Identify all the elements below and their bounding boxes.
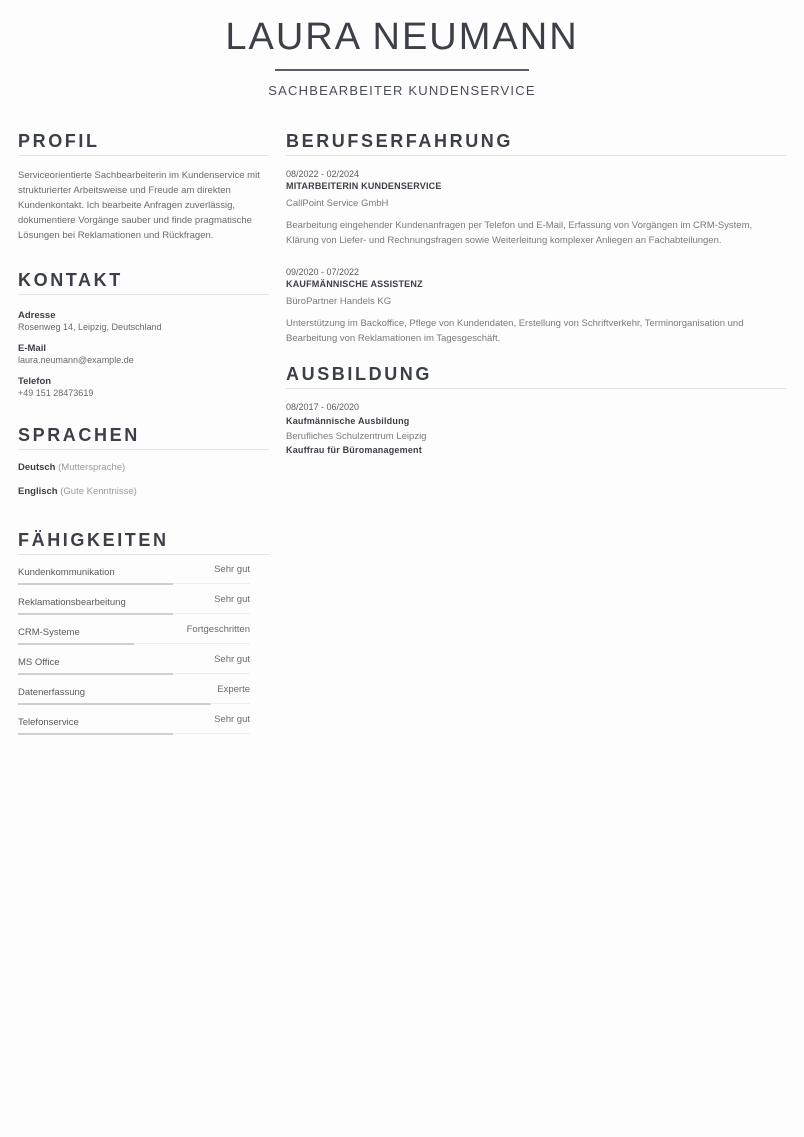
profile-section: [18, 130, 269, 243]
skills-heading: FÄHIGKEITEN: [18, 529, 269, 555]
language-level: (Gute Kenntnisse): [60, 486, 137, 497]
skill-row: [18, 615, 269, 645]
phone-label: Telefon: [18, 376, 52, 387]
skill-name: MS Office: [18, 657, 60, 668]
header-divider: [275, 69, 529, 71]
language-item: [18, 486, 269, 498]
email-label: E-Mail: [18, 343, 46, 354]
skill-level: Sehr gut: [214, 564, 250, 575]
address-label: Adresse: [18, 310, 56, 321]
job-company: CallPoint Service GmbH: [286, 198, 389, 209]
language-item: [18, 462, 269, 474]
skill-row: [18, 645, 269, 675]
skills-list: [18, 555, 269, 735]
contact-phone: [18, 376, 269, 399]
skill-name: Kundenkommunikation: [18, 567, 115, 578]
job-role: KAUFMÄNNISCHE ASSISTENZ: [286, 279, 423, 289]
job-company: BüroPartner Handels KG: [286, 296, 392, 307]
skill-level: Sehr gut: [214, 594, 250, 605]
profile-heading: PROFIL: [18, 130, 269, 156]
education-date: 08/2017 - 06/2020: [286, 402, 360, 412]
header: [0, 0, 804, 98]
languages-section: [18, 424, 269, 498]
job-title: SACHBEARBEITER KUNDENSERVICE: [268, 83, 536, 98]
job-date: 08/2022 - 02/2024: [286, 169, 360, 179]
left-column: [18, 130, 269, 735]
skill-level: Experte: [217, 684, 250, 695]
education-entry: [286, 401, 786, 456]
language-name: Englisch: [18, 486, 58, 497]
job-entry: [286, 266, 786, 346]
skill-name: Datenerfassung: [18, 687, 86, 698]
skill-level: Fortgeschritten: [186, 624, 250, 635]
contact-address: [18, 310, 269, 333]
job-description: Bearbeitung eingehender Kundenanfragen per Telefon und E-Mail, Erfassung von Vorgängen im CRM-System, Klärung von Liefer- und Rechnungsfragen sowie Weiterleitung komplexer Anliegen an Fachabteilungen.: [286, 220, 753, 246]
skill-row: [18, 555, 269, 585]
contact-heading: KONTAKT: [18, 269, 269, 295]
experience-heading: BERUFSERFAHRUNG: [286, 130, 786, 156]
contact-section: [18, 269, 269, 399]
skill-row: [18, 705, 269, 735]
skill-name: Reklamationsbearbeitung: [18, 597, 126, 608]
candidate-name: LAURA NEUMANN: [225, 16, 579, 58]
language-level: (Muttersprache): [58, 462, 126, 473]
language-name: Deutsch: [18, 462, 56, 473]
job-description: Unterstützung im Backoffice, Pflege von Kundendaten, Erstellung von Schriftverkehr, Terminorganisation und Bearbeitung von Reklamationen im Tagesgeschäft.: [286, 318, 744, 344]
education-section: [286, 363, 786, 456]
skill-level: Sehr gut: [214, 654, 250, 665]
education-qualification: Kauffrau für Büromanagement: [286, 445, 422, 455]
skill-name: Telefonservice: [18, 717, 79, 728]
profile-text: Serviceorientierte Sachbearbeiterin im Kundenservice mit strukturierter Arbeitsweise und Freude am direkten Kundenkontakt. Ich bearbeite Anfragen zuverlässig, dokumentiere Vorgänge sauber und finde pragmatische Lösungen bei Reklamationen und Rückfragen.: [18, 170, 260, 241]
job-entry: [286, 168, 786, 248]
experience-section: [286, 130, 786, 346]
skills-section: [18, 529, 269, 735]
skill-bar-fill: [18, 733, 173, 735]
address-value: Rosenweg 14, Leipzig, Deutschland: [18, 322, 162, 332]
education-heading: AUSBILDUNG: [286, 363, 786, 389]
phone-value: +49 151 28473619: [18, 388, 94, 398]
education-degree: Kaufmännische Ausbildung: [286, 416, 410, 426]
job-role: MITARBEITERIN KUNDENSERVICE: [286, 181, 442, 191]
languages-heading: SPRACHEN: [18, 424, 269, 450]
right-column: [286, 130, 786, 456]
skill-name: CRM-Systeme: [18, 627, 80, 638]
job-date: 09/2020 - 07/2022: [286, 267, 360, 277]
email-value[interactable]: laura.neumann@example.de: [18, 355, 134, 365]
education-school: Berufliches Schulzentrum Leipzig: [286, 431, 427, 442]
skill-row: [18, 675, 269, 705]
contact-email: [18, 343, 269, 366]
skill-row: [18, 585, 269, 615]
skill-level: Sehr gut: [214, 714, 250, 725]
